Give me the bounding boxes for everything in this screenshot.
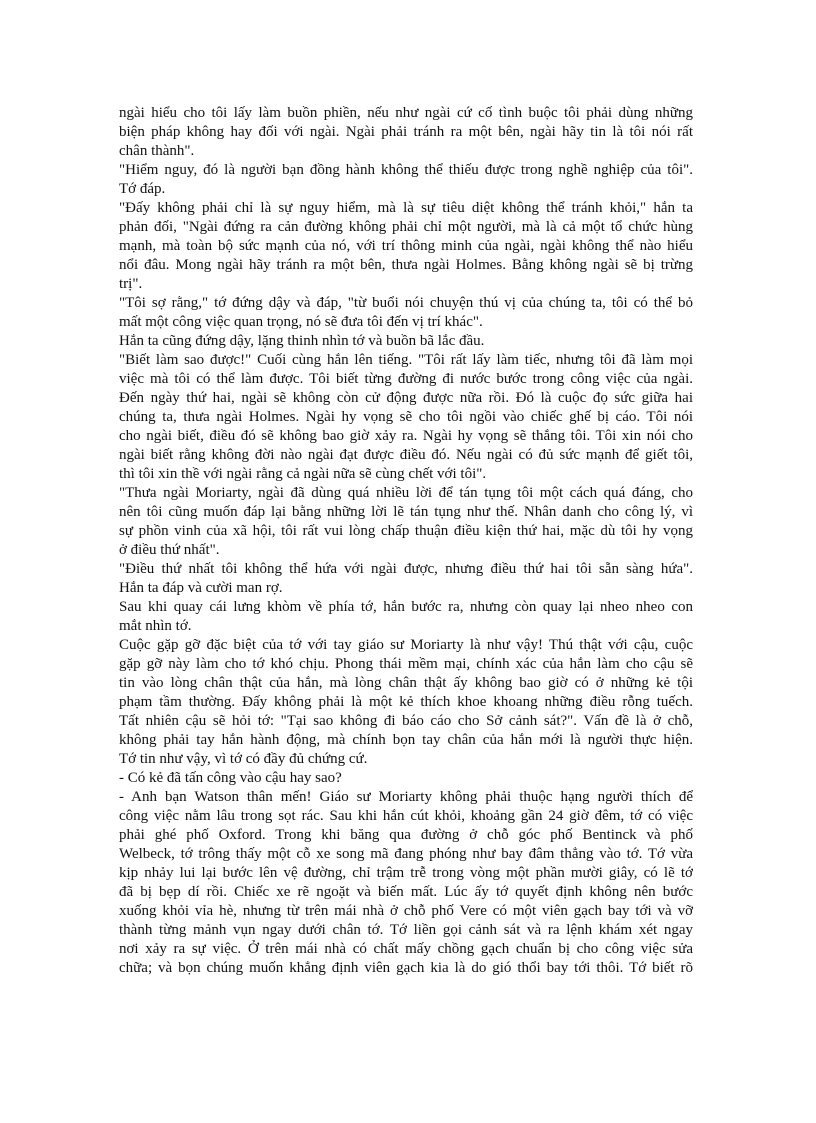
text-line: cho ngài biết, điều đó sẽ không bao giờ xảy ra. Ngài hy vọng sẽ thắng tôi. Tôi xin nói cho xyxy=(119,428,693,444)
text-line: nổi đâu. Mong ngài hãy tránh ra một bên, thưa ngài Holmes. Bằng không ngài sẽ bị trừng xyxy=(119,257,693,273)
text-line: tin vào lòng chân thật của hắn, mà lòng chân thật ấy không bao giờ có ở những kẻ tội xyxy=(119,675,693,691)
text-line: mạnh, mà toàn bộ sức mạnh của nó, với trí thông minh của ngài, ngài không thể nào hiểu xyxy=(119,238,693,254)
text-line: đã bị bẹp dí rồi. Chiếc xe rẽ ngoặt và biến mất. Lúc ấy tớ quyết định không nên bước xyxy=(119,884,693,900)
text-line: chữa; và bọn chúng muốn khẳng định viên gạch kia là do gió thổi bay tới thôi. Tớ biết rõ xyxy=(119,960,693,976)
text-line: Sau khi quay cái lưng khòm về phía tớ, hắn bước ra, nhưng còn quay lại nheo nheo con xyxy=(119,599,693,615)
text-line: Tất nhiên cậu sẽ hỏi tớ: "Tại sao không đi báo cáo cho Sở cảnh sát?". Vấn đề là ở chỗ, xyxy=(119,713,693,729)
text-line: biện pháp không hay đối với ngài. Ngài phải tránh ra một bên, ngài hãy tin là tôi nói rất xyxy=(119,124,693,140)
text-line: phạm tầm thường. Đấy không phải là một kẻ thích khoe khoang những điều rỗng tuếch. xyxy=(119,694,693,710)
text-line: Tớ tin như vậy, vì tớ có đầy đủ chứng cứ. xyxy=(119,751,368,767)
text-line: chân thành". xyxy=(119,143,195,159)
text-line: việc mà tôi có thể làm được. Tôi biết từng đường đi nước bước trong công việc của ngài. xyxy=(119,371,693,387)
text-line: "Hiểm nguy, đó là người bạn đồng hành không thể thiếu được trong nghề nghiệp của tôi". xyxy=(119,162,693,178)
text-line: công việc nằm lâu trong sọt rác. Sau khi hắn cút khỏi, khoảng gần 24 giờ đêm, tớ có việc xyxy=(119,808,693,824)
text-line: ở điều thứ nhất". xyxy=(119,542,220,558)
text-line: không phải tay hắn hành động, mà chính bọn tay chân của hắn mới là người thực hiện. xyxy=(119,732,693,748)
text-line: nơi xảy ra sự việc. Ở trên mái nhà có chất mấy chồng gạch chuẩn bị cho công việc sửa xyxy=(119,941,693,957)
text-line: "Đấy không phải chỉ là sự nguy hiểm, mà là sự tiêu diệt không thể tránh khỏi," hắn ta xyxy=(119,200,693,216)
text-line: "Thưa ngài Moriarty, ngài đã dùng quá nhiều lời để tán tụng tôi một cách quá đáng, cho xyxy=(119,485,693,501)
text-line: gặp gỡ này làm cho tớ khó chịu. Phong thái mềm mại, chính xác của hắn làm cho cậu sẽ xyxy=(119,656,693,672)
text-line: Welbeck, tớ trông thấy một cỗ xe song mã đang phóng như bay đâm thẳng vào tớ. Tớ vừa xyxy=(119,846,693,862)
text-line: kịp nhảy lui lại bước lên vệ đường, chỉ trậm trễ trong vòng một phần mười giây, có lẽ tớ xyxy=(119,865,693,881)
text-line: Hắn ta đáp và cười man rợ. xyxy=(119,580,283,596)
text-line: mất một công việc quan trọng, nó sẽ đưa tôi đến vị trí khác". xyxy=(119,314,483,330)
text-line: ngài hiểu cho tôi lấy làm buồn phiền, nếu như ngài cứ cố tình buộc tôi phải dùng những xyxy=(119,105,693,121)
text-line: Đến ngày thứ hai, ngài sẽ không còn cử động được nữa rồi. Đó là cuộc đọ sức giữa hai xyxy=(119,390,693,406)
text-line: thì tôi xin thề với ngài rằng cả ngài nữa sẽ cùng chết với tôi". xyxy=(119,466,487,482)
text-line: thành từng mảnh vụn ngay dưới chân tớ. Tớ liền gọi cảnh sát và ra lệnh khám xét ngay xyxy=(119,922,693,938)
text-line: trị". xyxy=(119,276,143,292)
text-line: "Biết làm sao được!" Cuối cùng hắn lên tiếng. "Tôi rất lấy làm tiếc, nhưng tôi đã làm mọi xyxy=(119,352,693,368)
text-line: - Có kẻ đã tấn công vào cậu hay sao? xyxy=(119,770,342,786)
text-line: "Tôi sợ rằng," tớ đứng dậy và đáp, "từ buổi nói chuyện thú vị của chúng ta, tôi có thể bỏ xyxy=(119,295,693,311)
text-line: nên tôi cũng muốn đáp lại bằng những lời lẽ tán tụng như thế. Nhân danh cho công lý, vì xyxy=(119,504,693,520)
text-line: sự phồn vinh của xã hội, tôi rất vui lòng chấp thuận điều kiện thứ hai, mặc dù tôi hy vọng xyxy=(119,523,693,539)
text-line: Tớ đáp. xyxy=(119,181,166,197)
text-line: phản đối, "Ngài đứng ra cản đường không phải chỉ một người, mà là cả một tổ chức hùng xyxy=(119,219,693,235)
text-line: Cuộc gặp gỡ đặc biệt của tớ với tay giáo sư Moriarty là như vậy! Thú thật với cậu, cuộc xyxy=(119,637,693,653)
text-line: mắt nhìn tớ. xyxy=(119,618,192,634)
text-line: phải ghé phố Oxford. Trong khi băng qua đường ở chỗ góc phố Bentinck và phố xyxy=(119,827,693,843)
text-line: xuống khỏi vỉa hè, nhưng từ trên mái nhà ở chỗ phố Vere có một viên gạch bay tới và vỡ xyxy=(119,903,693,919)
text-line: chúng ta, thưa ngài Holmes. Ngài hy vọng sẽ cho tôi ngồi vào chiếc ghế bị cáo. Tôi nói xyxy=(119,409,693,425)
text-line: Hắn ta cũng đứng dậy, lặng thinh nhìn tớ và buồn bã lắc đầu. xyxy=(119,333,485,349)
document-page xyxy=(119,104,693,978)
text-line: - Anh bạn Watson thân mến! Giáo sư Moriarty không phải thuộc hạng người thích để xyxy=(119,789,693,805)
text-line: "Điều thứ nhất tôi không thể hứa với ngài được, nhưng điều thứ hai tôi sẵn sàng hứa". xyxy=(119,561,693,577)
text-line: ngài biết rằng không đời nào ngài đạt được điều đó. Nếu ngài có đủ sức mạnh để giết tôi, xyxy=(119,447,693,463)
